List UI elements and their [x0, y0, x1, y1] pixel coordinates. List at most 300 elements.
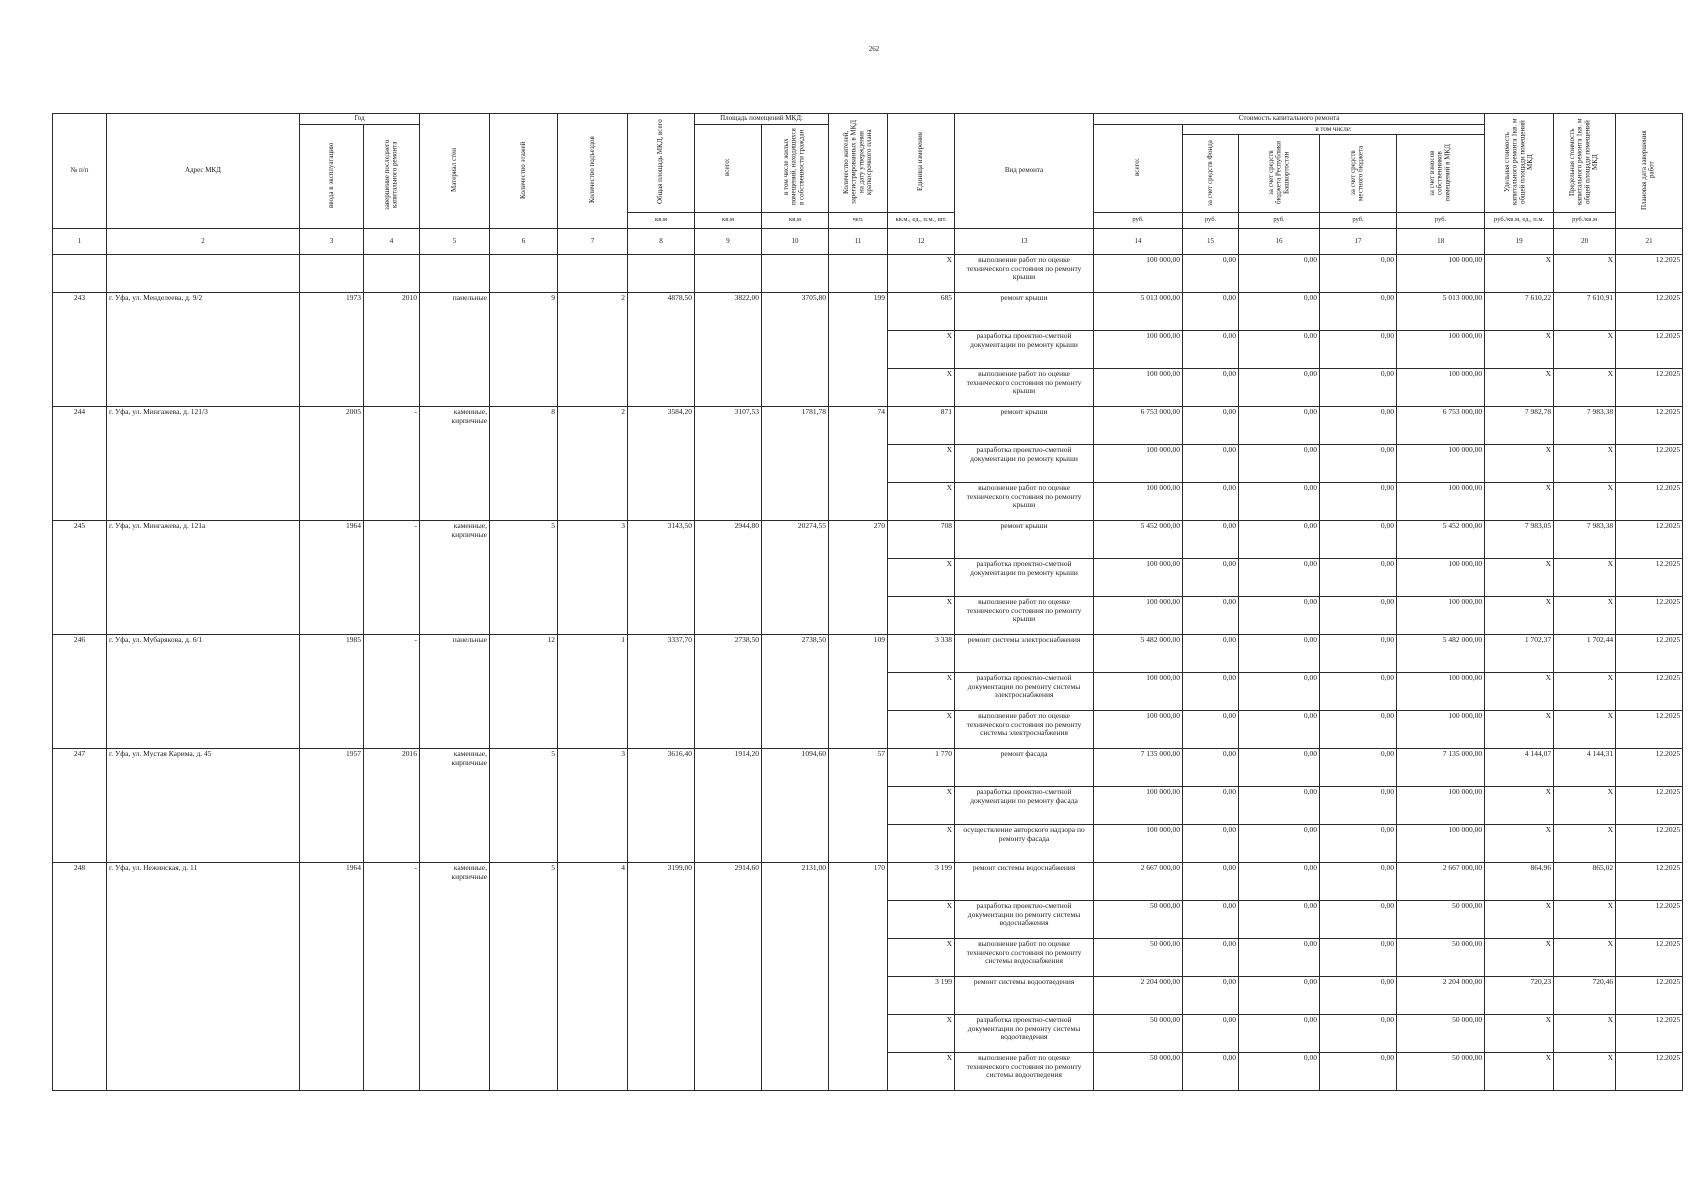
cell-due-date: 12.2025 — [1616, 673, 1683, 711]
cell-cost-local: 0,00 — [1320, 331, 1397, 369]
header-address — [107, 114, 300, 229]
cell-cost-owners: 100 000,00 — [1397, 825, 1485, 863]
cell-year-built: 1957 — [300, 749, 364, 863]
cell-cost-local: 0,00 — [1320, 863, 1397, 901]
cell-cost-fund: 0,00 — [1183, 559, 1239, 597]
cell-unit: Х — [888, 787, 955, 825]
cell-cost-total: 100 000,00 — [1094, 711, 1183, 749]
cell-empty — [107, 255, 300, 293]
cell-max-cost: 7 610,91 — [1554, 293, 1616, 331]
cell-floors: 5 — [490, 863, 558, 1091]
cell-cost-total: 5 482 000,00 — [1094, 635, 1183, 673]
cell-cost-owners: 50 000,00 — [1397, 1015, 1485, 1053]
cell-wall-material: каменные, кирпичные — [420, 749, 490, 863]
column-number: 19 — [1485, 229, 1554, 255]
cell-unit: Х — [888, 1015, 955, 1053]
cell-unit: Х — [888, 331, 955, 369]
cell-address: г. Уфа, ул. Менделеева, д. 9/2 — [107, 293, 300, 407]
cell-repair-type: ремонт фасада — [955, 749, 1094, 787]
unit-cost-fund: руб. — [1183, 213, 1239, 229]
cell-cost-total: 50 000,00 — [1094, 1015, 1183, 1053]
cell-unit: Х — [888, 1053, 955, 1091]
cell-repair-type: выполнение работ по оценке технического состояния по ремонту крыши — [955, 597, 1094, 635]
header-unit-label: Единица измерения — [916, 132, 925, 192]
cell-unit-cost: Х — [1485, 939, 1554, 977]
cell-cost-owners: 100 000,00 — [1397, 787, 1485, 825]
table-body — [53, 255, 1683, 1091]
cell-unit-cost: Х — [1485, 673, 1554, 711]
cell-unit-cost: Х — [1485, 369, 1554, 407]
cell-repair-type: выполнение работ по оценке технического состояния по ремонту системы электроснабжения — [955, 711, 1094, 749]
cell-due-date: 12.2025 — [1616, 597, 1683, 635]
cell-premises-area: 2738,50 — [695, 635, 762, 749]
cell-floors: 12 — [490, 635, 558, 749]
column-number: 2 — [107, 229, 300, 255]
cell-cost-owners: 50 000,00 — [1397, 939, 1485, 977]
header-repair-type-label: Вид ремонта — [1004, 166, 1044, 175]
cell-entrances: 2 — [558, 293, 628, 407]
cell-cost-fund: 0,00 — [1183, 825, 1239, 863]
header-max-cost — [1554, 114, 1616, 213]
cell-repair-type: ремонт крыши — [955, 293, 1094, 331]
cell-unit: Х — [888, 445, 955, 483]
cell-repair-type: разработка проектно-сметной документации по ремонту системы электроснабжения — [955, 673, 1094, 711]
cell-year-last-repair: 2016 — [364, 749, 420, 863]
cell-row-number: 248 — [53, 863, 107, 1091]
cell-cost-republic: 0,00 — [1239, 293, 1320, 331]
cell-row-number: 245 — [53, 521, 107, 635]
cell-cost-total: 50 000,00 — [1094, 1053, 1183, 1091]
cell-entrances: 3 — [558, 749, 628, 863]
cell-cost-total: 100 000,00 — [1094, 787, 1183, 825]
table-row — [53, 521, 1683, 559]
cell-due-date: 12.2025 — [1616, 825, 1683, 863]
cell-address: г. Уфа, ул. Мингажева, д. 121/3 — [107, 407, 300, 521]
header-cost-owners — [1397, 135, 1485, 213]
cell-due-date: 12.2025 — [1616, 749, 1683, 787]
cell-cost-republic: 0,00 — [1239, 521, 1320, 559]
column-number: 11 — [829, 229, 888, 255]
header-year-last-repair-label: завершение последнего капитального ремонта — [382, 140, 399, 211]
capital-repair-table — [52, 113, 1683, 1091]
column-number: 1 — [53, 229, 107, 255]
cell-cost-local: 0,00 — [1320, 1015, 1397, 1053]
cell-cost-republic: 0,00 — [1239, 939, 1320, 977]
cell-cost-local: 0,00 — [1320, 293, 1397, 331]
cell-unit-cost: 7 983,05 — [1485, 521, 1554, 559]
cell-floors: 5 — [490, 749, 558, 863]
cell-floors: 8 — [490, 407, 558, 521]
cell-cost-republic: 0,00 — [1239, 901, 1320, 939]
cell-max-cost: Х — [1554, 597, 1616, 635]
unit-max-cost: руб./кв.м — [1554, 213, 1616, 229]
cell-row-number: 244 — [53, 407, 107, 521]
column-number: 18 — [1397, 229, 1485, 255]
cell-cost-total: 100 000,00 — [1094, 825, 1183, 863]
cell-cost-fund: 0,00 — [1183, 331, 1239, 369]
header-year-built-label: ввода в эксплуатацию — [326, 142, 335, 208]
column-numbers-row — [53, 229, 1683, 255]
cell-unit-cost: Х — [1485, 901, 1554, 939]
cell-unit: Х — [888, 559, 955, 597]
page-number: 262 — [868, 45, 880, 53]
cell-max-cost: 720,46 — [1554, 977, 1616, 1015]
header-floors-label: Количество этажей — [518, 141, 527, 199]
cell-cost-owners: 100 000,00 — [1397, 597, 1485, 635]
cell-max-cost: Х — [1554, 787, 1616, 825]
cell-unit: Х — [888, 255, 955, 293]
cell-unit: Х — [888, 825, 955, 863]
cell-residents: 74 — [829, 407, 888, 521]
cell-cost-fund: 0,00 — [1183, 445, 1239, 483]
cell-cost-owners: 100 000,00 — [1397, 711, 1485, 749]
cell-entrances: 3 — [558, 521, 628, 635]
cell-address: г. Уфа, ул. Мубарякова, д. 6/1 — [107, 635, 300, 749]
cell-cost-republic: 0,00 — [1239, 331, 1320, 369]
cell-max-cost: Х — [1554, 445, 1616, 483]
cell-unit: Х — [888, 369, 955, 407]
cell-unit: 3 199 — [888, 863, 955, 901]
header-premises-total-label: всего: — [723, 158, 732, 177]
cell-cost-owners: 2 204 000,00 — [1397, 977, 1485, 1015]
cell-floors: 9 — [490, 293, 558, 407]
cell-residents: 170 — [829, 863, 888, 1091]
column-number: 14 — [1094, 229, 1183, 255]
header-premises-group — [695, 114, 829, 125]
header-no-label: № п/п — [70, 166, 89, 175]
cell-empty — [53, 255, 107, 293]
cell-cost-fund: 0,00 — [1183, 1053, 1239, 1091]
cell-repair-type: выполнение работ по оценке технического состояния по ремонту крыши — [955, 255, 1094, 293]
cell-unit-cost: Х — [1485, 787, 1554, 825]
cell-cost-fund: 0,00 — [1183, 711, 1239, 749]
header-cost-republic-label: за счет средств бюджета Республики Башкортостан — [1266, 141, 1290, 205]
cell-empty — [695, 255, 762, 293]
cell-repair-type: ремонт системы водоснабжения — [955, 863, 1094, 901]
cell-repair-type: ремонт крыши — [955, 521, 1094, 559]
cell-cost-fund: 0,00 — [1183, 521, 1239, 559]
column-number: 13 — [955, 229, 1094, 255]
cell-wall-material: панельные — [420, 293, 490, 407]
header-year-built — [300, 124, 364, 229]
header-unit-cost-label: Удельная стоимость капитального ремонта 1кв. м общей площади помещений МКД — [1502, 118, 1534, 206]
cell-total-area: 3616,40 — [628, 749, 695, 863]
cell-repair-type: разработка проектно-сметной документации по ремонту крыши — [955, 331, 1094, 369]
table-row — [53, 863, 1683, 901]
cell-unit-cost: Х — [1485, 559, 1554, 597]
cell-empty — [420, 255, 490, 293]
cell-unit: Х — [888, 939, 955, 977]
cell-unit: Х — [888, 483, 955, 521]
cell-cost-local: 0,00 — [1320, 521, 1397, 559]
cell-due-date: 12.2025 — [1616, 863, 1683, 901]
cell-cost-local: 0,00 — [1320, 787, 1397, 825]
column-number: 17 — [1320, 229, 1397, 255]
column-number: 7 — [558, 229, 628, 255]
header-residents-label: Количество жителей, зарегистрированных в МКД на дату утверждения краткосрочного плана — [841, 119, 873, 204]
cell-unit-cost: Х — [1485, 1053, 1554, 1091]
cell-premises-area: 2914,60 — [695, 863, 762, 1091]
cell-due-date: 12.2025 — [1616, 787, 1683, 825]
cell-cost-total: 2 667 000,00 — [1094, 863, 1183, 901]
cell-cost-total: 100 000,00 — [1094, 673, 1183, 711]
header-premises-residential — [762, 124, 829, 213]
cell-cost-total: 50 000,00 — [1094, 901, 1183, 939]
cell-max-cost: Х — [1554, 711, 1616, 749]
cell-due-date: 12.2025 — [1616, 293, 1683, 331]
cell-row-number: 246 — [53, 635, 107, 749]
cell-due-date: 12.2025 — [1616, 407, 1683, 445]
cell-unit-cost: 4 144,07 — [1485, 749, 1554, 787]
cell-cost-owners: 100 000,00 — [1397, 445, 1485, 483]
table-row — [53, 635, 1683, 673]
cell-empty — [300, 255, 364, 293]
column-number: 16 — [1239, 229, 1320, 255]
cell-unit-cost: 864,96 — [1485, 863, 1554, 901]
header-entrances — [558, 114, 628, 229]
cell-cost-fund: 0,00 — [1183, 369, 1239, 407]
cell-cost-republic: 0,00 — [1239, 559, 1320, 597]
cell-cost-total: 100 000,00 — [1094, 445, 1183, 483]
cell-cost-republic: 0,00 — [1239, 749, 1320, 787]
cell-cost-republic: 0,00 — [1239, 445, 1320, 483]
header-cost-local-label: за счет средств местного бюджета — [1349, 144, 1366, 201]
cell-residential-area: 3705,80 — [762, 293, 829, 407]
cell-due-date: 12.2025 — [1616, 1015, 1683, 1053]
cell-cost-republic: 0,00 — [1239, 255, 1320, 293]
cell-repair-type: выполнение работ по оценке технического состояния по ремонту системы водоотведения — [955, 1053, 1094, 1091]
cell-year-last-repair: - — [364, 521, 420, 635]
cell-cost-total: 6 753 000,00 — [1094, 407, 1183, 445]
cell-unit-cost: Х — [1485, 825, 1554, 863]
header-wall-material — [420, 114, 490, 229]
header-cost-total-label: всего: — [1133, 158, 1142, 177]
cell-repair-type: осуществление авторского надзора по ремонту фасада — [955, 825, 1094, 863]
header-premises-group-label: Площадь помещений МКД: — [720, 114, 803, 122]
cell-cost-local: 0,00 — [1320, 939, 1397, 977]
cell-address: г. Уфа, ул. Мустая Карима, д. 45 — [107, 749, 300, 863]
cell-unit-cost: 1 702,37 — [1485, 635, 1554, 673]
cell-cost-local: 0,00 — [1320, 635, 1397, 673]
cell-cost-fund: 0,00 — [1183, 407, 1239, 445]
cell-max-cost: 7 983,38 — [1554, 407, 1616, 445]
cell-cost-fund: 0,00 — [1183, 939, 1239, 977]
cell-total-area: 4878,50 — [628, 293, 695, 407]
header-total-area-label: Общая площадь МКД, всего — [656, 119, 665, 205]
cell-max-cost: Х — [1554, 939, 1616, 977]
cell-cost-republic: 0,00 — [1239, 673, 1320, 711]
header-due-date — [1616, 114, 1683, 229]
cell-unit-cost: Х — [1485, 445, 1554, 483]
cell-unit-cost: Х — [1485, 483, 1554, 521]
cell-cost-owners: 100 000,00 — [1397, 559, 1485, 597]
cell-repair-type: ремонт системы электроснабжения — [955, 635, 1094, 673]
cell-max-cost: 1 702,44 — [1554, 635, 1616, 673]
header-residents — [829, 114, 888, 213]
cell-cost-fund: 0,00 — [1183, 863, 1239, 901]
cell-year-last-repair: - — [364, 407, 420, 521]
cell-cost-owners: 100 000,00 — [1397, 483, 1485, 521]
cell-cost-total: 100 000,00 — [1094, 369, 1183, 407]
cell-cost-local: 0,00 — [1320, 445, 1397, 483]
cell-repair-type: разработка проектно-сметной документации по ремонту системы водоотведения — [955, 1015, 1094, 1053]
header-repair-type — [955, 114, 1094, 229]
cell-cost-fund: 0,00 — [1183, 597, 1239, 635]
header-entrances-label: Количество подъездов — [587, 136, 596, 204]
unit-residents: чел. — [829, 213, 888, 229]
unit-cost-total: руб. — [1094, 213, 1183, 229]
cell-cost-fund: 0,00 — [1183, 635, 1239, 673]
unit-cost-owners: руб. — [1397, 213, 1485, 229]
cell-year-last-repair: - — [364, 863, 420, 1091]
cell-cost-total: 5 452 000,00 — [1094, 521, 1183, 559]
cell-year-last-repair: - — [364, 635, 420, 749]
cell-year-last-repair: 2010 — [364, 293, 420, 407]
cell-cost-republic: 0,00 — [1239, 787, 1320, 825]
cell-cost-fund: 0,00 — [1183, 1015, 1239, 1053]
cell-cost-total: 100 000,00 — [1094, 559, 1183, 597]
cell-repair-type: разработка проектно-сметной документации по ремонту фасада — [955, 787, 1094, 825]
header-floors — [490, 114, 558, 229]
header-premises-residential-label: в том числе жилых помещений, находящихся в собственности граждан — [782, 128, 806, 206]
cell-residents: 199 — [829, 293, 888, 407]
cell-cost-local: 0,00 — [1320, 597, 1397, 635]
cell-empty — [558, 255, 628, 293]
cell-max-cost: Х — [1554, 901, 1616, 939]
cell-empty — [490, 255, 558, 293]
cell-repair-type: выполнение работ по оценке технического состояния по ремонту системы водоснабжения — [955, 939, 1094, 977]
cell-cost-fund: 0,00 — [1183, 673, 1239, 711]
cell-premises-area: 3107,53 — [695, 407, 762, 521]
cell-wall-material: панельные — [420, 635, 490, 749]
cell-wall-material: каменные, кирпичные — [420, 407, 490, 521]
header-cost-fund — [1183, 135, 1239, 213]
cell-max-cost: 4 144,31 — [1554, 749, 1616, 787]
cell-cost-local: 0,00 — [1320, 1053, 1397, 1091]
cell-cost-republic: 0,00 — [1239, 1053, 1320, 1091]
cell-year-built: 1964 — [300, 521, 364, 635]
column-number: 10 — [762, 229, 829, 255]
cell-cost-local: 0,00 — [1320, 977, 1397, 1015]
column-number: 15 — [1183, 229, 1239, 255]
cell-due-date: 12.2025 — [1616, 255, 1683, 293]
cell-residential-area: 1781,78 — [762, 407, 829, 521]
cell-cost-local: 0,00 — [1320, 901, 1397, 939]
cell-cost-owners: 100 000,00 — [1397, 255, 1485, 293]
cell-floors: 5 — [490, 521, 558, 635]
cell-due-date: 12.2025 — [1616, 711, 1683, 749]
cell-cost-republic: 0,00 — [1239, 597, 1320, 635]
cell-repair-type: разработка проектно-сметной документации по ремонту крыши — [955, 445, 1094, 483]
cell-cost-owners: 5 482 000,00 — [1397, 635, 1485, 673]
table-row — [53, 255, 1683, 293]
cell-cost-local: 0,00 — [1320, 825, 1397, 863]
cell-cost-owners: 50 000,00 — [1397, 901, 1485, 939]
cell-year-built: 1973 — [300, 293, 364, 407]
cell-unit: 685 — [888, 293, 955, 331]
cell-unit-cost: Х — [1485, 597, 1554, 635]
cell-row-number: 243 — [53, 293, 107, 407]
cell-max-cost: Х — [1554, 559, 1616, 597]
cell-cost-owners: 100 000,00 — [1397, 369, 1485, 407]
cell-max-cost: Х — [1554, 331, 1616, 369]
cell-year-built: 1964 — [300, 863, 364, 1091]
header-cost-republic — [1239, 135, 1320, 213]
cell-max-cost: Х — [1554, 1015, 1616, 1053]
header-cost-local — [1320, 135, 1397, 213]
cell-cost-republic: 0,00 — [1239, 1015, 1320, 1053]
cell-unit: 871 — [888, 407, 955, 445]
cell-cost-fund: 0,00 — [1183, 977, 1239, 1015]
cell-cost-republic: 0,00 — [1239, 369, 1320, 407]
cell-repair-type: выполнение работ по оценке технического состояния по ремонту крыши — [955, 369, 1094, 407]
cell-repair-type: разработка проектно-сметной документации по ремонту крыши — [955, 559, 1094, 597]
cell-cost-local: 0,00 — [1320, 483, 1397, 521]
header-unit-cost — [1485, 114, 1554, 213]
cell-due-date: 12.2025 — [1616, 369, 1683, 407]
header-max-cost-label: Предельная стоимость капитального ремонта 1кв. м общей площади помещений МКД — [1568, 118, 1600, 206]
cell-cost-fund: 0,00 — [1183, 255, 1239, 293]
cell-premises-area: 3822,00 — [695, 293, 762, 407]
cell-cost-owners: 50 000,00 — [1397, 1053, 1485, 1091]
cell-max-cost: Х — [1554, 825, 1616, 863]
cell-cost-total: 100 000,00 — [1094, 597, 1183, 635]
column-number: 21 — [1616, 229, 1683, 255]
cell-due-date: 12.2025 — [1616, 939, 1683, 977]
cell-empty — [364, 255, 420, 293]
cell-entrances: 2 — [558, 407, 628, 521]
cell-empty — [762, 255, 829, 293]
header-cost-owners-label: за счет взносов собственников помещений в МКД — [1428, 144, 1452, 201]
cell-unit-cost: 720,23 — [1485, 977, 1554, 1015]
header-year-last-repair — [364, 124, 420, 229]
header-no — [53, 114, 107, 229]
cell-cost-republic: 0,00 — [1239, 711, 1320, 749]
header-year-group — [300, 114, 420, 125]
table-row — [53, 293, 1683, 331]
cell-cost-fund: 0,00 — [1183, 749, 1239, 787]
unit-cost-republic: руб. — [1239, 213, 1320, 229]
cell-cost-fund: 0,00 — [1183, 787, 1239, 825]
column-number: 20 — [1554, 229, 1616, 255]
cell-cost-owners: 100 000,00 — [1397, 331, 1485, 369]
cell-cost-total: 100 000,00 — [1094, 331, 1183, 369]
cell-max-cost: Х — [1554, 255, 1616, 293]
cell-unit: 1 770 — [888, 749, 955, 787]
cell-unit-cost: Х — [1485, 711, 1554, 749]
cell-cost-republic: 0,00 — [1239, 483, 1320, 521]
unit-unit: кв.м., ед., п.м., шт. — [888, 213, 955, 229]
column-number: 6 — [490, 229, 558, 255]
header-cost-including-label: в том числе: — [1315, 124, 1352, 133]
column-number: 5 — [420, 229, 490, 255]
cell-entrances: 1 — [558, 635, 628, 749]
cell-cost-fund: 0,00 — [1183, 901, 1239, 939]
cell-premises-area: 1914,20 — [695, 749, 762, 863]
cell-unit: Х — [888, 597, 955, 635]
header-premises-total — [695, 124, 762, 213]
cell-year-built: 1985 — [300, 635, 364, 749]
cell-cost-total: 100 000,00 — [1094, 255, 1183, 293]
cell-residential-area: 20274,55 — [762, 521, 829, 635]
cell-due-date: 12.2025 — [1616, 445, 1683, 483]
cell-cost-fund: 0,00 — [1183, 293, 1239, 331]
header-cost-fund-label: за счет средств Фонда — [1205, 139, 1214, 206]
column-number: 3 — [300, 229, 364, 255]
table-row — [53, 749, 1683, 787]
cell-max-cost: Х — [1554, 369, 1616, 407]
cell-year-built: 2005 — [300, 407, 364, 521]
